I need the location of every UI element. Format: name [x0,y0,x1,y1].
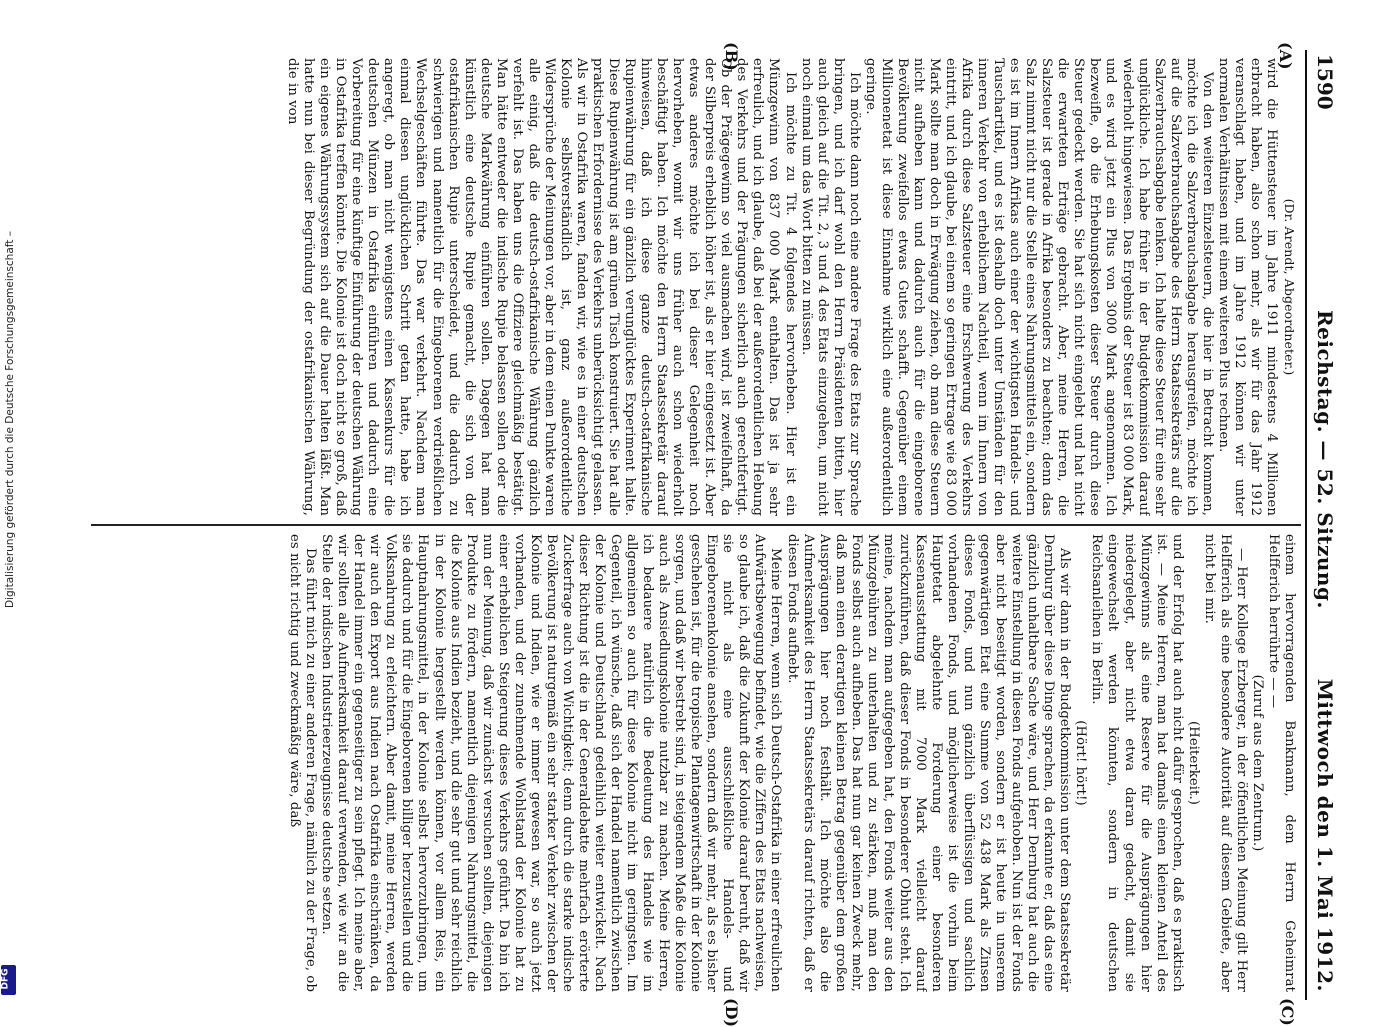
digitization-credit: Digitalisierung gefördert durch die Deutsche Forschungsgemeinschaft – [4,231,16,608]
margin-mark-b: (B) [722,42,741,71]
interjection: (Heiterkeit.) [1185,720,1201,806]
right-text-column [92,534,1297,992]
paragraph: einem hervorragenden Bankmann, dem Herrn Geheimrat Helfferich herrührte — — [1265,534,1297,992]
interjection: (Zuruf aus dem Zentrum.) [1249,674,1265,852]
page-header [1305,50,1341,1000]
interjection: (Hört! hört!) [1073,720,1089,806]
dfg-logo-text: DFG [0,968,11,990]
column-divider [91,524,1301,526]
paragraph: Ich möchte zu Tit. 4 folgendes hervorheben. Hier ist ein Münzgewinn von 837 000 Mark enthalten. Das ist ja sehr erfreulich, und ich glaube, daß bei der außerordentlichen Hebung des Verkehrs und der Prägungen sicherlich auch gerechtfertigt. Ob der Prägegewinn so viel ausmachen wird, ist zweifelhaft, da der Silberpreis erheblich höher ist, als er hier eingesetzt ist. Aber etwas anderes möchte ich bei dieser Gelegenheit noch hervorheben, womit wir uns früher auch schon wiederholt beschäftigt haben. Ich möchte den Herrn Staatssekretär darauf hinweisen, daß ich diese ganze deutsch-ostafrikanische Rupienwährung für ein gänzlich verunglücktes Experiment halte. Diese Rupienwährung ist am grünen Tisch konstruiert. Sie hat alle praktischen Erfordernisse des Verkehrs unberücksichtigt gelassen. Als wir in Ostafrika waren, fanden wir, wie es in einer deutschen Kolonie selbstverständlich ist, ganz außerordentliche Widersprüche der Meinungen vor, aber in dem einen Punkte waren alle einig, daß die deutsch-ostafrikanische Währung gänzlich verfehlt ist. Das haben uns die Offiziere gleichmäßig bestätigt. Man hätte entweder die indische Rupie belassen sollen oder die deutsche Markwährung einführen sollen. Dagegen hat man künstlich eine deutsche Rupie gemacht, die sich von der ostafrikanischen Rupie unterscheidet, und die dadurch zu schwierigen und namentlich für die Eingeborenen verdrießlichen Wechselgeschäften führte. Das war verkehrt. Nachdem man einmal diesen unglücklichen Schritt getan hatte, habe ich angeregt, ob man nicht wenigstens einen Kassenkurs für die deutschen Münzen in Ostafrika einführen und dadurch eine Vorbereitung für eine künftige Einführung der deutschen Währung in Ostafrika treffen könnte. Die Kolonie ist doch nicht so groß, daß ein eigenes Währungssystem sich auf die Dauer halten läßt. Man hatte nun bei dieser Begründung der ostafrikanischen Währung, die in von [285,58,798,516]
margin-mark-a: (A) [1276,42,1295,70]
paragraph: — Herr Kollege Erzberger, in der öffentlichen Meinung gilt Herr Helfferich als eine besondere Autorität auf diesem Gebiete, aber nicht bei mir. [1201,534,1249,992]
paragraph: und der Erfolg hat auch nicht dafür gesprochen, daß es praktisch ist. — Meine Herren, man hat damals einen kleinen Anteil des Münzgewinns als eine Reserve für die Ausprägungen hier niedergelegt, aber nicht etwa daran gedacht, damit sie eingewechselt werden könnten, sondern in deutschen Reichsanleihen in Berlin. [1089,534,1185,992]
scanned-page [81,42,1341,1027]
speaker-label: (Dr. Arendt, Abgeordneter.) [1282,198,1297,376]
left-text-column [92,58,1297,516]
page-number: 1590 [1313,54,1337,110]
margin-mark-d: (D) [722,998,741,1027]
paragraph: Von den weiteren Einzelsteuern, die hier in Betracht kommen, möchte ich die Salzverbrauchsabgabe herausgreifen, möchte ich auf die Salzverbrauchsabgabe des Herrn Staatssekretärs auf die Salzverbrauchsabgabe lenken. Ich halte diese Steuer für eine sehr unglückliche. Ich habe früher in der Budgetkommission darauf wiederholt hingewiesen. Das Ergebnis der Steuer ist 83 000 Mark, und es wird jetzt ein Plus von 3000 Mark angenommen. Ich bezweifle, ob die Erhebungskosten dieser Steuer durch diese Steuer gedeckt werden. Sie hat sich nicht eingelebt und hat nicht die erwarteten Erträge gebracht. Aber, meine Herren, die Salzsteuer ist gerade in Afrika besonders zu beachten; denn das Salz nimmt nicht nur die Stelle eines Nahrungsmittels ein, sondern es ist im Innern Afrikas auch einer der wichtigsten Handels- und Tauschartikel, und es ist deshalb doch unter Umständen für den inneren Verkehr von erheblichem Nachteil, wenn im Innern von Afrika durch diese Salzsteuer eine Erschwerung des Verkehrs eintritt, und ich glaube, bei einem so geringen Ertrage wie 83 000 Mark sollte man doch in Erwägung ziehen, ob man diese Steuern nicht aufheben kann und dadurch auch für die eingeborene Bevölkerung zweifellos etwas Gutes schafft. Gegenüber einem Millionenetat ist diese Einnahme wirklich eine außerordentlich geringe. [862,58,1215,516]
margin-mark-c: (C) [1278,998,1297,1026]
paragraph: wird die Hüttensteuer im Jahre 1911 mindestens 4 Millionen erbracht haben, also schon mehr, als wir für das Jahr 1912 veranschlagt haben, und im Jahre 1912 können wir unter normalen Verhältnissen mit einem weiteren Plus rechnen. [1215,58,1279,516]
session-title: Reichstag. — 52. Sitzung. [1313,310,1337,609]
paragraph: Als wir dann in der Budgetkommission unter dem Staatssekretär Dernburg über diese Dinge sprachen, da erkannte er, daß das eine gänzlich unhaltbare Sache wäre, und Herr Dernburg hat auch die weitere Einstellung in diesen Fonds aufgehoben. Nun ist der Fonds aber nicht beseitigt worden, sondern er ist heute in unserem gegenwärtigen Etat eine Summe von 52 438 Mark als Zinsen dieses Fonds, und nun gänzlich überflüssigen und sachlich vorhandenen Fonds, und möglicherweise ist die vorhin beim Hauptetat abgelehnte Forderung einer besonderen Kassenausstattung mit 7000 Mark vielleicht darauf zurückzuführen, daß dieser Fonds in besonderer Obhut steht. Ich meine, nachdem man aufgegeben hat, den Fonds weiter aus den Münzgebühren zu unterhalten und zu stärken, muß man den Fonds selbst auch aufheben. Das hat nun gar keinen Zweck mehr, daß man einen derartigen kleinen Betrag gegenüber dem großen Ausprägungen hier noch festhält. Ich möchte also die Aufmerksamkeit des Herrn Staatssekretärs darauf richten, daß er diesen Fonds aufhebt. [784,534,1073,992]
dfg-logo [1,965,16,995]
paragraph: Das führt mich zu einer anderen Frage, nämlich zu der Frage, ob es nicht richtig und zweckmäßig wäre, daß [287,534,319,992]
paragraph: Ich möchte dann noch eine andere Frage des Etats zur Sprache bringen, und ich darf wohl den Herrn Präsidenten bitten, hier auch gleich auf die Tit. 2, 3 und 4 des Etats einzugehen, um nicht noch einmal um das Wort bitten zu müssen. [798,58,862,516]
paragraph: Meine Herren, wenn sich Deutsch-Ostafrika in einer erfreulichen Aufwärtsbewegung befindet, wie die Ziffern des Etats nachweisen, so glaube ich, daß die Zukunft der Kolonie darauf beruht, daß wir sie nicht als eine ausschließliche Handels- und Eingeborenenkolonie ansehen, sondern daß wir mehr, als es bisher geschehen ist, für die tropische Plantagenwirtschaft in der Kolonie sorgen, und daß wir bestrebt sind, in steigendem Maße die Kolonie auch als Ansiedlungskolonie nutzbar zu machen. Meine Herren, ich bedauere natürlich die Bedeutung des Handels wie im allgemeinen so auch für diese Kolonie nicht im geringsten. Im Gegenteil, ich wünsche, daß sich der Handel namentlich zwischen der Kolonie und Deutschland gedeihlich weiter entwickelt. Nach dieser Richtung ist die in der Generaldebatte mehrfach erörterte Zuckerfrage auch von Wichtigkeit; denn durch die starke indische Bevölkerung ist naturgemäß ein sehr starker Verkehr zwischen der Kolonie und Indien, wie er immer gewesen war, so auch jetzt vorhanden, und der zunehmende Wohlstand der Kolonie hat zu einer erheblichen Steigerung dieses Verkehrs geführt. Da bin ich nun der Meinung, daß wir zunächst versuchen sollten, diejenigen Produkte zu fördern, namentlich diejenigen Nahrungsmittel, die die Kolonie aus Indien bezieht, und die sehr gut und sehr reichlich in der Kolonie hergestellt werden können, vor allem Reis, ein Hauptnahrungsmittel, in der Kolonie selbst hervorzubringen, um sie dadurch und für die Eingeborenen billiger herzustellen und die Volksnahrung zu erleichtern. Aber damit, meine Herren, werden wir auch den Export aus Indien nach Ostafrika einschränken, da der Handel immer ein gegenseitiger zu sein pflegt. Ich meine aber, wir sollten alle Aufmerksamkeit darauf verwenden, wie wir an die Stelle der indischen Industrieerzeugnisse deutsche setzen. [319,534,784,992]
session-date: Mittwoch den 1. Mai 1912. [1313,678,1337,992]
